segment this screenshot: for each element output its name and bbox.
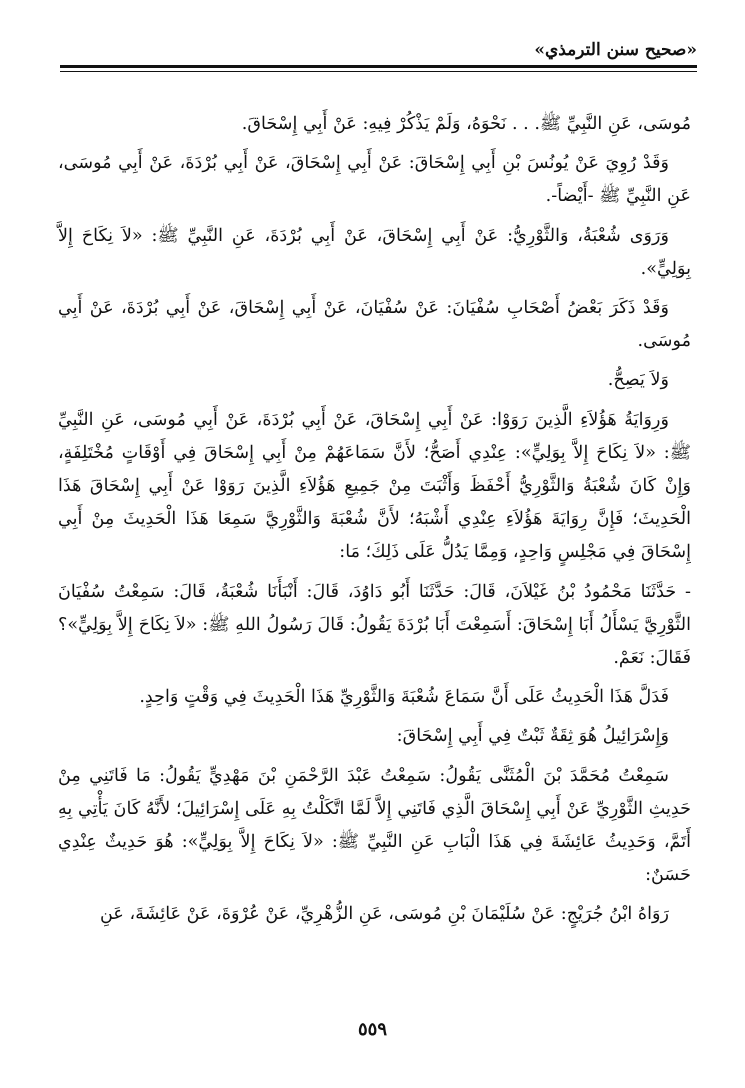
page-number: ٥٥٩ xyxy=(357,1019,387,1040)
paragraph: رَوَاهُ ابْنُ جُرَيْجٍ: عَنْ سُلَيْمَانَ بْنِ مُوسَى، عَنِ الزُّهْرِيِّ، عَنْ عُرْوَةَ، عَنْ عَائِشَةَ، عَنِ xyxy=(100,904,669,925)
page-header xyxy=(60,38,697,68)
paragraph: وَرِوَايَةُ هَؤُلاَءِ الَّذِينَ رَوَوْا: عَنْ أَبِي إِسْحَاقَ، عَنْ أَبِي بُرْدَةَ، عَنْ أَبِي مُوسَى، عَنِ النَّبِيِّ ﷺ: «لاَ نِكَاحَ إِلاَّ بِوَلِيٍّ»: عِنْدِي أَصَحُّ؛ لأَنَّ سَمَاعَهُمْ مِنْ أَبِي إِسْحَاقَ فِي أَوْقَاتٍ مُخْتَلِفَةٍ، وَإِنْ كَانَ شُعْبَةُ وَالثَّوْرِيُّ أَحْفَظَ وَأَثْبَتَ مِنْ جَمِيعِ هَؤُلاَءِ الَّذِينَ رَوَوْا عَنْ أَبِي إِسْحَاقَ هَذَا الْحَدِيثَ؛ فَإِنَّ رِوَايَةَ هَؤُلاَءِ عِنْدِي أَشْبَهُ؛ لأَنَّ شُعْبَةَ وَالثَّوْرِيَّ سَمِعَا هَذَا الْحَدِيثَ مِنْ أَبِي إِسْحَاقَ فِي مَجْلِسٍ وَاحِدٍ، وَمِمَّا يَدُلُّ عَلَى ذَلِكَ؛ مَا: xyxy=(58,409,691,563)
running-title: «صحيح سنن الترمذي» xyxy=(534,40,697,60)
paragraph: وَرَوَى شُعْبَةُ، وَالثَّوْرِيُّ: عَنْ أَبِي إِسْحَاقَ، عَنْ أَبِي بُرْدَةَ، عَنِ النَّبِيِّ ﷺ: «لاَ نِكَاحَ إِلاَّ بِوَلِيٍّ». xyxy=(58,225,691,279)
paragraph: فَدَلَّ هَذَا الْحَدِيثُ عَلَى أَنَّ سَمَاعَ شُعْبَةَ وَالثَّوْرِيِّ هَذَا الْحَدِيثَ فِي وَقْتٍ وَاحِدٍ. xyxy=(139,687,669,708)
hadith-narration: - حَدَّثَنَا مَحْمُودُ بْنُ غَيْلاَنَ، قَالَ: حَدَّثَنَا أَبُو دَاوُدَ، قَالَ: أَنْبَأَنَا شُعْبَةُ، قَالَ: سَمِعْتُ سُفْيَانَ الثَّوْرِيَّ يَسْأَلُ أَبَا إِسْحَاقَ: أَسَمِعْتَ أَبَا بُرْدَةَ يَقُولُ: قَالَ رَسُولُ اللهِ ﷺ: «لاَ نِكَاحَ إِلاَّ بِوَلِيٍّ»؟ فَقَالَ: نَعَمْ. xyxy=(58,581,691,669)
paragraph: وَإِسْرَائِيلُ هُوَ ثِقَةٌ ثَبْتٌ فِي أَبِي إِسْحَاقَ: xyxy=(396,726,669,747)
paragraph: وَقَدْ رُوِيَ عَنْ يُونُسَ بْنِ أَبِي إِسْحَاقَ: عَنْ أَبِي إِسْحَاقَ، عَنْ أَبِي بُرْدَةَ، عَنْ أَبِي مُوسَى، عَنِ النَّبِيِّ ﷺ -أَيْضاً-. xyxy=(58,153,691,207)
paragraph: سَمِعْتُ مُحَمَّدَ بْنَ الْمُثَنَّى يَقُولُ: سَمِعْتُ عَبْدَ الرَّحْمَنِ بْنَ مَهْدِيٍّ يَقُولُ: مَا فَاتَنِي مِنْ حَدِيثِ الثَّوْرِيِّ عَنْ أَبِي إِسْحَاقَ الَّذِي فَاتَنِي إِلاَّ لَمَّا اتَّكَلْتُ بِهِ عَلَى إِسْرَائِيلَ؛ لأَنَّهُ كَانَ يَأْتِي بِهِ أَتَمَّ، وَحَدِيثُ عَائِشَةَ فِي هَذَا الْبَابِ عَنِ النَّبِيِّ ﷺ: «لاَ نِكَاحَ إِلاَّ بِوَلِيٍّ»: هُوَ حَدِيثٌ عِنْدِي حَسَنٌ: xyxy=(58,765,691,886)
paragraph: وَقَدْ ذَكَرَ بَعْضُ أَصْحَابِ سُفْيَانَ: عَنْ سُفْيَانَ، عَنْ أَبِي إِسْحَاقَ، عَنْ أَبِي بُرْدَةَ، عَنْ أَبِي مُوسَى. xyxy=(58,298,691,352)
page-body xyxy=(58,108,691,938)
paragraph: وَلاَ يَصِحُّ. xyxy=(607,370,669,391)
paragraph: مُوسَى، عَنِ النَّبِيِّ ﷺ. . . نَحْوَهُ، وَلَمْ يَذْكُرْ فِيهِ: عَنْ أَبِي إِسْحَاقَ. xyxy=(241,114,691,134)
